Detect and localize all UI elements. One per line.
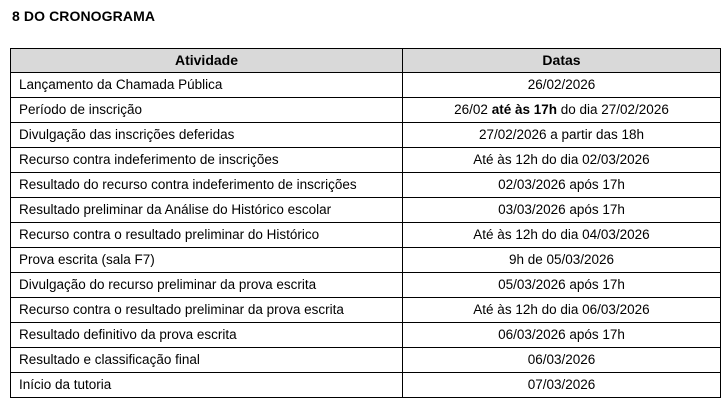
activity-cell: Resultado definitivo da prova escrita xyxy=(11,323,403,348)
table-row xyxy=(11,98,721,123)
date-cell: 06/03/2026 após 17h xyxy=(403,323,721,348)
date-cell: 02/03/2026 após 17h xyxy=(403,173,721,198)
table-row xyxy=(11,323,721,348)
date-cell: 9h de 05/03/2026 xyxy=(403,248,721,273)
date-cell: 05/03/2026 após 17h xyxy=(403,273,721,298)
activity-cell: Recurso contra o resultado preliminar do Histórico xyxy=(11,223,403,248)
date-part-bold: até às 17h xyxy=(491,102,557,117)
schedule-table xyxy=(10,48,721,398)
table-row xyxy=(11,148,721,173)
activity-cell: Prova escrita (sala F7) xyxy=(11,248,403,273)
date-cell: 26/02/2026 xyxy=(403,73,721,98)
activity-cell: Resultado e classificação final xyxy=(11,348,403,373)
activity-cell: Lançamento da Chamada Pública xyxy=(11,73,403,98)
table-row xyxy=(11,348,721,373)
table-row xyxy=(11,298,721,323)
activity-cell: Recurso contra indeferimento de inscrições xyxy=(11,148,403,173)
table-header-row xyxy=(11,49,721,73)
table-row xyxy=(11,373,721,398)
date-cell: 03/03/2026 após 17h xyxy=(403,198,721,223)
table-row xyxy=(11,173,721,198)
activity-cell: Divulgação do recurso preliminar da prova escrita xyxy=(11,273,403,298)
activity-cell: Período de inscrição xyxy=(11,98,403,123)
date-part: do dia 27/02/2026 xyxy=(556,102,669,117)
date-cell: 27/02/2026 a partir das 18h xyxy=(403,123,721,148)
date-cell xyxy=(403,98,721,123)
column-header-activity: Atividade xyxy=(11,49,403,73)
date-cell: Até às 12h do dia 04/03/2026 xyxy=(403,223,721,248)
table-row xyxy=(11,273,721,298)
activity-cell: Início da tutoria xyxy=(11,373,403,398)
activity-cell: Resultado preliminar da Análise do Histórico escolar xyxy=(11,198,403,223)
section-title: 8 DO CRONOGRAMA xyxy=(12,8,156,24)
activity-cell: Recurso contra o resultado preliminar da prova escrita xyxy=(11,298,403,323)
date-part: 26/02 xyxy=(454,102,492,117)
table-row xyxy=(11,248,721,273)
date-cell: 07/03/2026 xyxy=(403,373,721,398)
date-cell: Até às 12h do dia 02/03/2026 xyxy=(403,148,721,173)
activity-cell: Resultado do recurso contra indeferimento de inscrições xyxy=(11,173,403,198)
table-row xyxy=(11,223,721,248)
table-row xyxy=(11,73,721,98)
date-cell: Até às 12h do dia 06/03/2026 xyxy=(403,298,721,323)
table-row xyxy=(11,123,721,148)
date-cell: 06/03/2026 xyxy=(403,348,721,373)
activity-cell: Divulgação das inscrições deferidas xyxy=(11,123,403,148)
table-row xyxy=(11,198,721,223)
column-header-dates: Datas xyxy=(403,49,721,73)
